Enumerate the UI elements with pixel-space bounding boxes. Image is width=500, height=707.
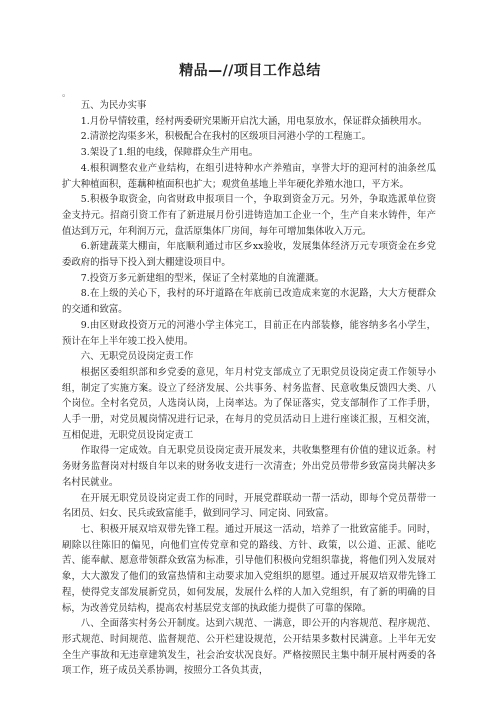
lead-mark: 。 bbox=[62, 89, 72, 99]
section-heading: 五、为民办实事 bbox=[80, 100, 147, 111]
paragraph: 4.根积调整农业产业结构，在组引进特种水产养殖亩，享誉大圩的迎河村的油条丝瓜扩大种植面积，莲藕种植面积也扩大；观赏鱼基地上半年硬化养殖水池口，平方米。 bbox=[62, 162, 436, 190]
document-body bbox=[62, 98, 436, 679]
paragraph: 2.清淤挖沟渠多米，积极配合在我村的区级项目河港小学的工程施工。 bbox=[80, 131, 371, 143]
paragraph: 8.在上级的关心下，我村的环圩道路在年底前已改造成来宽的水泥路，大大方便群众的交通和致富。 bbox=[62, 288, 436, 316]
paragraph: 在开展无职党员设岗定责工作的同时，开展党群联动一帮一活动，即每个党员帮带一名团员、妇女、民兵或致富能手，做到同学习、同定岗、同致富。 bbox=[62, 492, 436, 520]
paragraph: 1.月份早情较重，经村两委研究果断开启沈大涵，用电泵放水，保证群众插秧用水。 bbox=[80, 115, 428, 127]
paragraph: 根据区委组织部和乡党委的意见，年月村党支部成立了无职党员设岗定责工作领导小组，制定了实施方案。设立了经济发展、公共事务、村务监督、民意收集反馈四大类、八个岗位。全村名党员，人选岗认岗，上岗率达。为了保证落实，党支部制作了工作手册，人手一册，对党员履岗情况进行记录，在每月的党员活动日上进行座谈汇报，互相交流，互相促进，无职党员设岗定责工 bbox=[62, 366, 436, 441]
section-heading: 六、无职党员设岗定责工作 bbox=[80, 351, 194, 363]
document-title: 精品—//项目工作总结 bbox=[179, 63, 321, 79]
paragraph: 6.新建蔬菜大棚亩，年底顺利通过市区乡xx验收，发展集体经济万元专项资金在乡党委政府的指导下投入到大棚建设项目中。 bbox=[62, 241, 436, 269]
paragraph: 3.架设了1.组的电线，保障群众生产用电。 bbox=[80, 147, 259, 159]
paragraph: 5.积极争取资金，向省财政申报项目一个，争取到资金万元。另外，争取选派单位资金支持元。招商引资工作有了新进展月份引进铸造加工企业一个，生产自来水铸件，年产值达到万元，年利润万元，盘活原集体厂房间，每年可增加集体收入万元。 bbox=[62, 194, 436, 237]
paragraph: 八、全面落实村务公开制度。达到六规范、一满意，即公开的内容规范、程序规范、形式规范、时间规范、监督规范、公开栏建设规范，公开结果多数村民满意。上半年无安全生产事故和无违章建筑发生，社会治安状况良好。严格按照民主集中制开展村两委的各项工作，班子成员关系协调，按照分工各负其责， bbox=[62, 618, 436, 677]
paragraph: 7.投资万多元新建组的型米，保证了全村菜地的自流灌溉。 bbox=[80, 272, 325, 284]
paragraph: 9.由区财政投资万元的河港小学主体完工，目前正在内部装修，能容纳多名小学生，预计在年上半年竣工投入使用。 bbox=[62, 319, 436, 347]
paragraph: 作取得一定成效。自无职党员设岗定责开展发来，共收集整理有价值的建议近条。村务财务监督岗对村级自年以来的财务收支进行一次清查；外出党员带带乡致富岗共解决多名村民就业。 bbox=[62, 445, 436, 488]
paragraph: 七、积极开展双培双带先锋工程。通过开展这一活动，培养了一批致富能手。同时，刷除以往陈旧的偏见，向他们宣传党章和党的路线、方针、政策，以公道、正派、能吃苦、能奉献、愿意带领群众致富为标准，引导他们积极向党组织靠拢，将他们列入发展对象，大大激发了他们的致富热情和主动要求加入党组织的愿望。通过开展双培双带先锋工程，使得党支部发展新党员，如何发展，发展什么样的人加入党组织，有了新的明确的目标，为改善党员结构，提高农村基层党支部的执政能力提供了可靠的保障。 bbox=[62, 523, 436, 614]
